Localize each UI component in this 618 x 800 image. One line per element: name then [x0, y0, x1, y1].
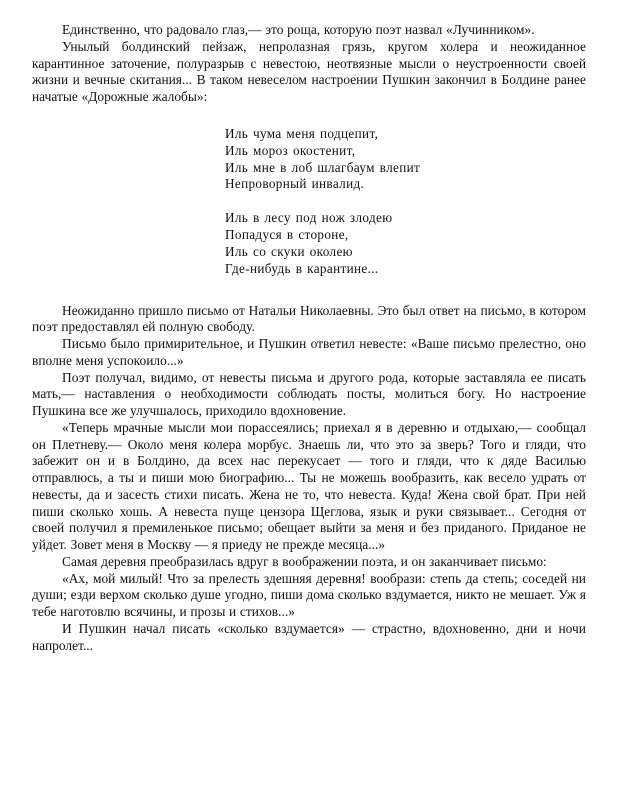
poem-top-spacer — [32, 106, 586, 126]
paragraph: Поэт получал, видимо, от невесты письма и другого рода, которые заставляла ее писать мать,— наставления о необходимости соблюдать посты, молиться богу. Но настроение Пушкина все же улучшалось, приходило вдохновение. — [32, 369, 586, 418]
poem-block — [32, 106, 586, 303]
poem-line: Где-нибудь в карантине... — [225, 260, 379, 276]
poem-line: Иль мороз окостенит, — [225, 142, 356, 158]
page-text-block — [32, 22, 586, 654]
poem-line: Иль со скуки околею — [225, 243, 353, 259]
poem-line: Иль чума меня подцепит, — [225, 125, 379, 141]
poem-bottom-spacer — [32, 278, 586, 303]
poem-line: Попадуся в стороне, — [225, 226, 349, 242]
poem-line: Иль мне в лоб шлагбаум влепит — [225, 159, 421, 175]
paragraph: «Ах, мой милый! Что за прелесть здешняя деревня! вообрази: степь да степь; соседей ни души; езди верхом сколько душе угодно, пиши дома сколько вздумается, никто не мешает. Уж я тебе наготовлю всячины, и прозы и стихов...» — [32, 570, 586, 619]
paragraph: И Пушкин начал писать «сколько вздумается» — страстно, вдохновенно, дни и ночи напролет... — [32, 620, 586, 653]
poem-stanza — [32, 210, 586, 278]
paragraph: «Теперь мрачные мысли мои порассеялись; приехал я в деревню и отдыхаю,— сообщал он Плетневу.— Около меня колера морбус. Знаешь ли, что это за зверь? Того и гляди, что забежит он и в Болдино, да всех нас перекусает — того и гляди, что к дяде Василью отправлюсь, а ты и пиши мою биографию... Ты не можешь вообразить, как весело удрать от невесты, да и засесть стихи писать. Жена не то, что невеста. Куда! Жена свой брат. При ней пиши сколько хошь. А невеста пуще цензора Щеглова, язык и руки связывает... Сегодня от своей получил я премиленькое письмо; обещает выйти за меня и без приданого. Приданое не уйдет. Зовет меня в Москву — я приеду не прежде месяца...» — [32, 419, 586, 552]
paragraph: Неожиданно пришло письмо от Натальи Николаевны. Это был ответ на письмо, в котором поэт предоставлял ей полную свободу. — [32, 302, 586, 335]
paragraph: Письмо было примирительное, и Пушкин ответил невесте: «Ваше письмо прелестно, оно вполне меня успокоило...» — [32, 336, 586, 368]
paragraph: Самая деревня преобразилась вдруг в воображении поэта, и он заканчивает письмо: — [62, 553, 547, 569]
poem-line: Непроворный инвалид. — [225, 176, 365, 192]
poem-line: Иль в лесу под нож злодею — [225, 209, 393, 225]
paragraph: Единственно, что радовало глаз,— это роща, которую поэт назвал «Лучинником». — [62, 22, 535, 37]
paragraph: Унылый болдинский пейзаж, непролазная грязь, кругом холера и неожиданное карантинное заточение, полуразрыв с невестою, неотвязные мысли о неустроенности своей жизни и вечные скитания... В таком невеселом настроении Пушкин закончил в Болдине ранее начатые «Дорожные жалобы»: — [32, 38, 586, 104]
poem-stanza — [32, 126, 586, 194]
